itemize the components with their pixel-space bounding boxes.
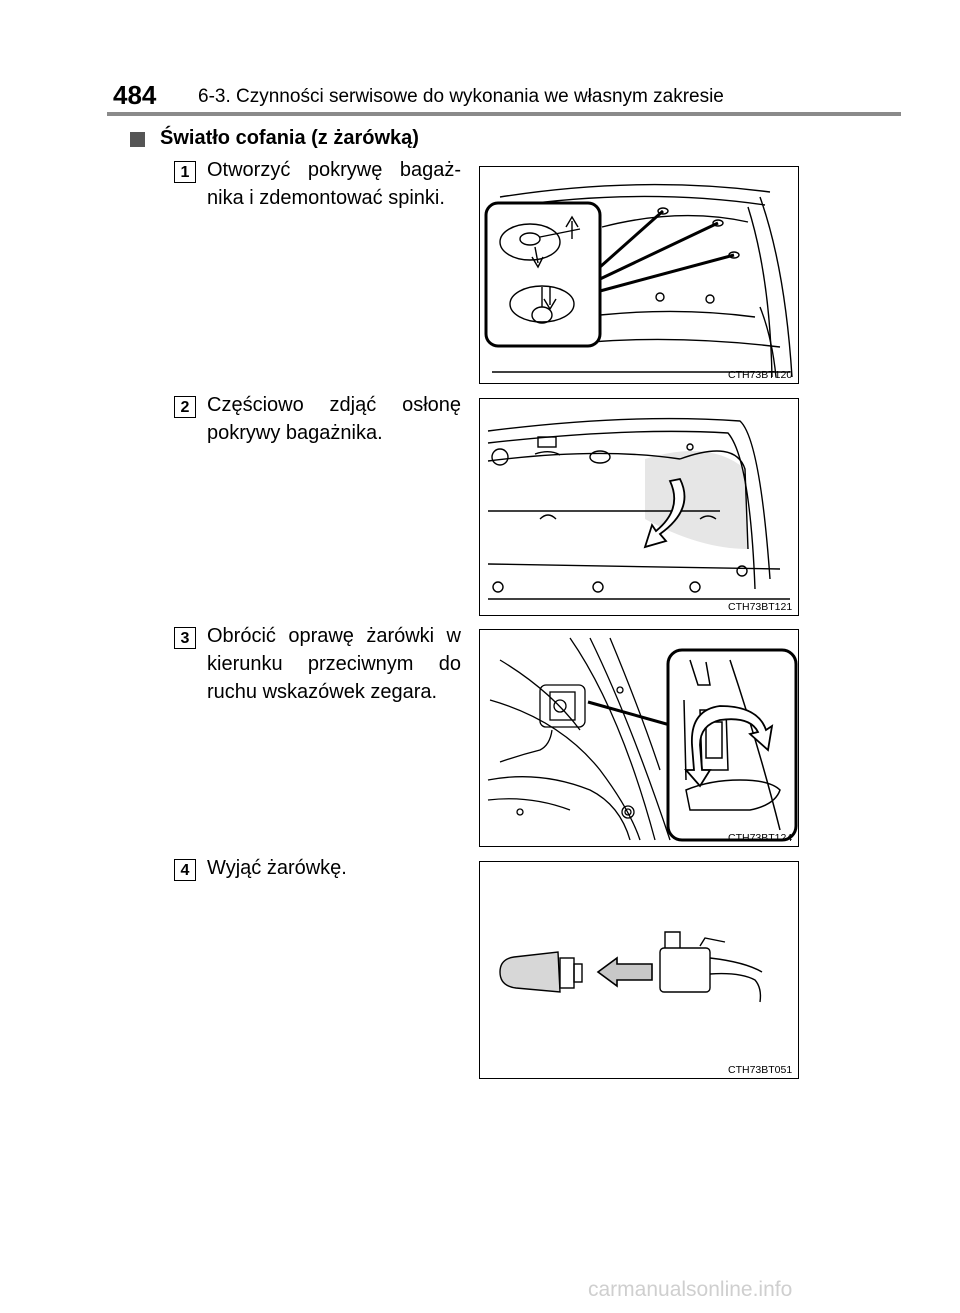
section-title: Światło cofania (z żarówką) — [160, 127, 419, 149]
bulb-socket-illustration — [480, 630, 799, 847]
step-text-1: Otworzyć pokrywę bagaż-nika i zdemontować spinki. — [207, 159, 461, 209]
figure-code-3: CTH73BT124 — [728, 832, 793, 844]
header-divider — [107, 112, 901, 116]
chapter-title: 6-3. Czynności serwisowe do wykonania we własnym zakresie — [198, 86, 724, 107]
figure-code-1: CTH73BT120 — [728, 369, 793, 381]
watermark: carmanualsonline.info — [588, 1278, 793, 1301]
trunk-cover-illustration — [480, 399, 799, 616]
figure-trunk-cover — [479, 398, 799, 616]
step-number-2: 2 — [174, 396, 196, 418]
figure-code-4: CTH73BT051 — [728, 1064, 793, 1076]
arrow-left-icon — [598, 958, 652, 986]
step-number-1: 1 — [174, 161, 196, 183]
remove-bulb-illustration — [480, 862, 799, 1079]
figure-remove-bulb — [479, 861, 799, 1079]
figure-bulb-socket — [479, 629, 799, 847]
step-text-4: Wyjąć żarówkę. — [207, 857, 347, 879]
step-text-2: Częściowo zdjąć osłonę pokrywy bagażnika. — [207, 394, 461, 444]
step-number-3: 3 — [174, 627, 196, 649]
figure-trunk-clips — [479, 166, 799, 384]
page-number: 484 — [113, 80, 157, 110]
trunk-clips-illustration — [480, 167, 799, 384]
bulb-icon — [500, 952, 560, 992]
figure-code-2: CTH73BT121 — [728, 601, 793, 613]
section-bullet-icon — [130, 132, 145, 147]
step-text-3: Obrócić oprawę żarówki w kierunku przeciwnym do ruchu wskazówek zegara. — [207, 625, 461, 703]
step-number-4: 4 — [174, 859, 196, 881]
